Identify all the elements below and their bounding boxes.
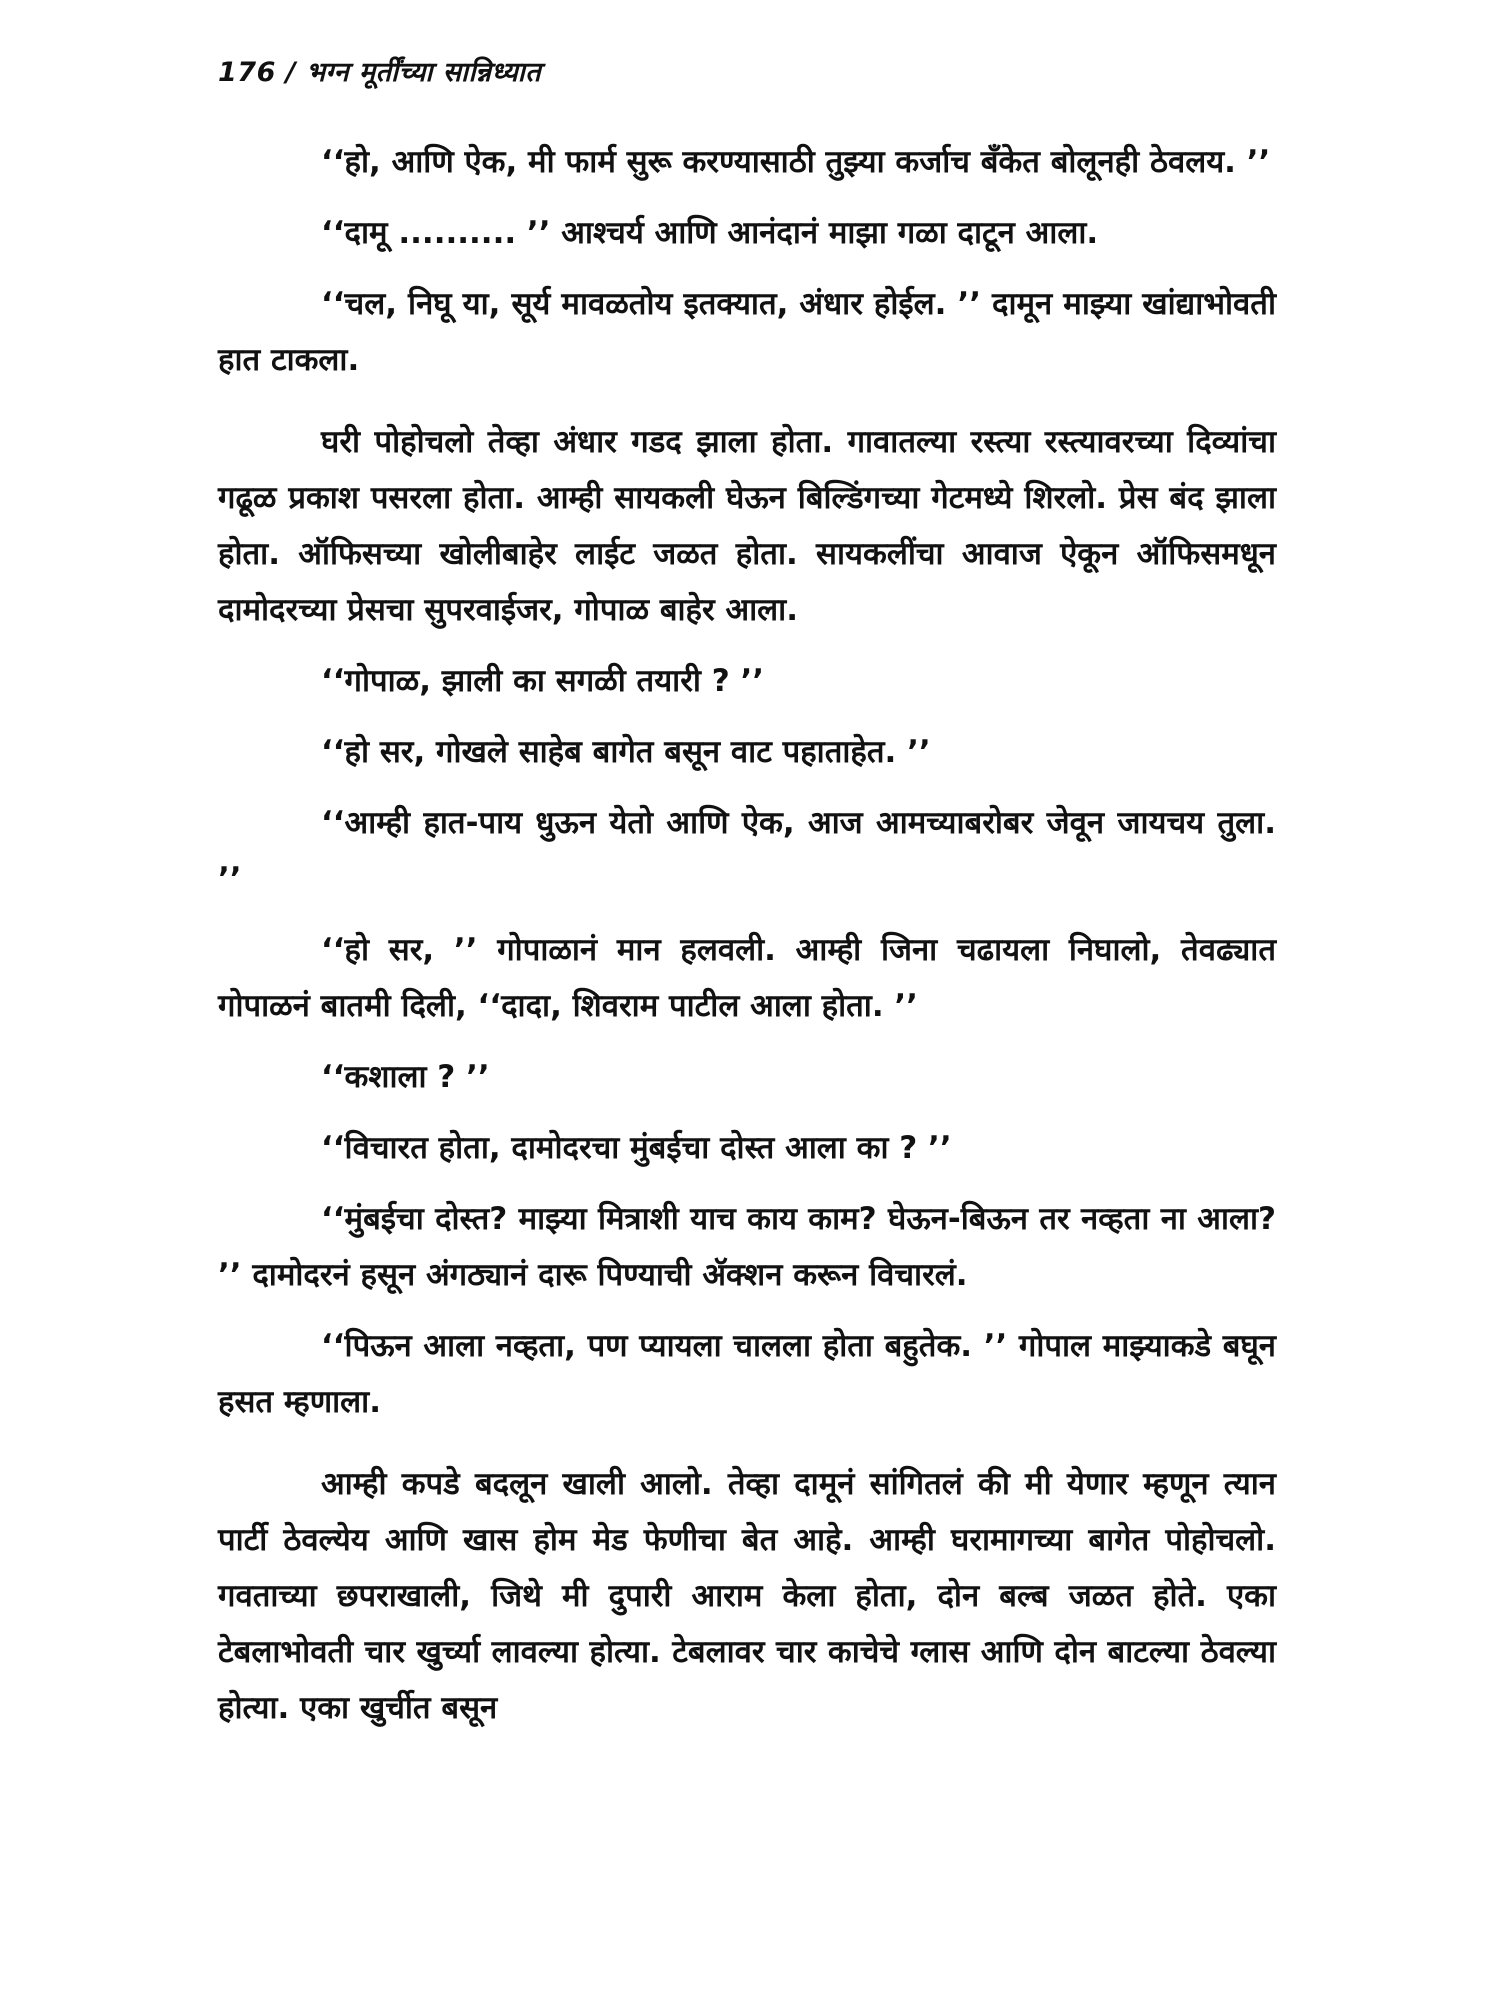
paragraph-3: ‘‘चल, निघू या, सूर्य मावळतोय इतक्यात, अंधार होईल. ’’ दामून माझ्या खांद्याभोवती हात टाकला. — [218, 286, 1276, 378]
paragraph-2: ‘‘दामू .......... ’’ आश्चर्य आणि आनंदानं माझा गळा दाटून आला. — [321, 215, 1099, 251]
paragraph-4: घरी पोहोचलो तेव्हा अंधार गडद झाला होता. गावातल्या रस्त्या रस्त्यावरच्या दिव्यांचा गढूळ प्रकाश पसरला होता. आम्ही सायकली घेऊन बिल्डिंगच्या गेटमध्ये शिरलो. प्रेस बंद झाला होता. ऑफिसच्या खोलीबाहेर लाईट जळत होता. सायकलींचा आवाज ऐकून ऑफिसमधून दामोदरच्या प्रेसचा सुपरवाईजर, गोपाळ बाहेर आला. — [218, 424, 1276, 628]
paragraph-5: ‘‘गोपाळ, झाली का सगळी तयारी ? ’’ — [321, 663, 765, 699]
paragraph-7: ‘‘आम्ही हात-पाय धुऊन येतो आणि ऐक, आज आमच्याबरोबर जेवून जायचय तुला. ’’ — [218, 805, 1276, 897]
page-number: 176 — [218, 57, 276, 88]
paragraph-1: ‘‘हो, आणि ऐक, मी फार्म सुरू करण्यासाठी तुझ्या कर्जाच बँकेत बोलूनही ठेवलय. ’’ — [321, 144, 1271, 180]
paragraph-6: ‘‘हो सर, गोखले साहेब बागेत बसून वाट पहाताहेत. ’’ — [321, 734, 931, 770]
book-title: भग्न मूर्तींच्या सान्निध्यात — [306, 57, 542, 88]
paragraph-13: आम्ही कपडे बदलून खाली आलो. तेव्हा दामूनं सांगितलं की मी येणार म्हणून त्यान पार्टी ठेवल्येय आणि खास होम मेड फेणीचा बेत आहे. आम्ही घरामागच्या बागेत पोहोचलो. गवताच्या छपराखाली, जिथे मी दुपारी आराम केला होता, दोन बल्ब जळत होते. एका टेबलाभोवती चार खुर्च्या लावल्या होत्या. टेबलावर चार काचेचे ग्लास आणि दोन बाटल्या ठेवल्या होत्या. एका खुर्चीत बसून — [218, 1466, 1276, 1726]
running-head — [218, 52, 541, 89]
body-text — [218, 134, 1276, 1751]
paragraph-10: ‘‘विचारत होता, दामोदरचा मुंबईचा दोस्त आला का ? ’’ — [321, 1130, 952, 1166]
running-head-separator: / — [285, 57, 297, 88]
paragraph-9: ‘‘कशाला ? ’’ — [321, 1059, 490, 1095]
paragraph-11: ‘‘मुंबईचा दोस्त? माझ्या मित्राशी याच काय काम? घेऊन-बिऊन तर नव्हता ना आला? ’’ दामोदरनं हसून अंगठ्यानं दारू पिण्याची ॲक्शन करून विचारलं. — [218, 1201, 1276, 1293]
paragraph-12: ‘‘पिऊन आला नव्हता, पण प्यायला चालला होता बहुतेक. ’’ गोपाल माझ्याकडे बघून हसत म्हणाला. — [218, 1328, 1276, 1420]
paragraph-8: ‘‘हो सर, ’’ गोपाळानं मान हलवली. आम्ही जिना चढायला निघालो, तेवढ्यात गोपाळनं बातमी दिली, ‘‘दादा, शिवराम पाटील आला होता. ’’ — [218, 932, 1276, 1024]
